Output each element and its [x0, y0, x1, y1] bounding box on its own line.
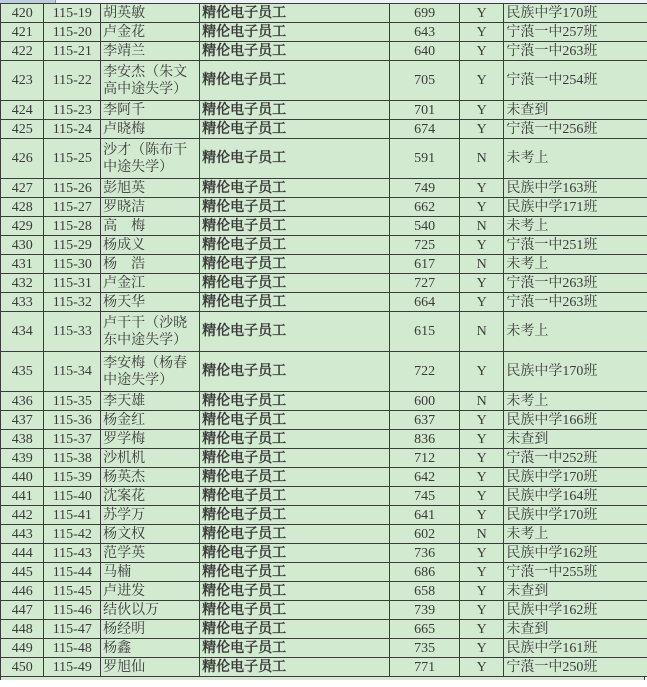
score-cell[interactable]: 836: [390, 430, 460, 449]
seq-cell[interactable]: 427: [1, 179, 44, 198]
flag-cell[interactable]: Y: [459, 468, 503, 487]
score-cell[interactable]: 602: [390, 525, 460, 544]
table-row: [1, 293, 647, 312]
score-cell[interactable]: 736: [390, 544, 460, 563]
table-row: [1, 468, 647, 487]
id-cell[interactable]: 115-41: [44, 506, 101, 525]
roster-table: [0, 3, 647, 677]
name-cell[interactable]: 彭旭英: [101, 179, 200, 198]
flag-cell[interactable]: Y: [459, 274, 503, 293]
school-cell[interactable]: 民族中学170班: [504, 4, 647, 23]
flag-cell[interactable]: Y: [459, 563, 503, 582]
seq-cell[interactable]: 435: [1, 352, 44, 392]
table-row: [1, 582, 647, 601]
id-cell[interactable]: 115-30: [44, 255, 101, 274]
school-cell[interactable]: 宁蒗一中251班: [504, 236, 647, 255]
score-cell[interactable]: 637: [390, 411, 460, 430]
score-cell[interactable]: 686: [390, 563, 460, 582]
school-cell[interactable]: 民族中学170班: [504, 506, 647, 525]
roster-table-body: [1, 4, 647, 677]
school-cell[interactable]: 民族中学164班: [504, 487, 647, 506]
table-row: [1, 23, 647, 42]
seq-cell[interactable]: 443: [1, 525, 44, 544]
school-cell[interactable]: 宁蒗一中263班: [504, 274, 647, 293]
id-cell[interactable]: 115-26: [44, 179, 101, 198]
name-cell[interactable]: 苏学万: [101, 506, 200, 525]
unit-cell[interactable]: 精伦电子员工: [200, 620, 390, 639]
unit-cell[interactable]: 精伦电子员工: [200, 101, 390, 120]
seq-cell[interactable]: 447: [1, 601, 44, 620]
score-cell[interactable]: 712: [390, 449, 460, 468]
id-cell[interactable]: 115-22: [44, 61, 101, 101]
unit-cell[interactable]: 精伦电子员工: [200, 42, 390, 61]
table-row: [1, 411, 647, 430]
unit-cell[interactable]: 精伦电子员工: [200, 506, 390, 525]
id-cell[interactable]: 115-20: [44, 23, 101, 42]
school-cell[interactable]: 宁蒗一中256班: [504, 120, 647, 139]
score-cell[interactable]: 642: [390, 468, 460, 487]
unit-cell[interactable]: 精伦电子员工: [200, 23, 390, 42]
table-row: [1, 4, 647, 23]
unit-cell[interactable]: 精伦电子员工: [200, 217, 390, 236]
unit-cell[interactable]: 精伦电子员工: [200, 449, 390, 468]
unit-cell[interactable]: 精伦电子员工: [200, 392, 390, 411]
table-row: [1, 101, 647, 120]
seq-cell[interactable]: 429: [1, 217, 44, 236]
flag-cell[interactable]: Y: [459, 430, 503, 449]
id-cell[interactable]: 115-38: [44, 449, 101, 468]
id-cell[interactable]: 115-31: [44, 274, 101, 293]
table-row: [1, 544, 647, 563]
flag-cell[interactable]: Y: [459, 620, 503, 639]
id-cell[interactable]: 115-49: [44, 658, 101, 677]
flag-cell[interactable]: Y: [459, 544, 503, 563]
name-cell[interactable]: 马楠: [101, 563, 200, 582]
unit-cell[interactable]: 精伦电子员工: [200, 312, 390, 352]
name-cell[interactable]: 卢金江: [101, 274, 200, 293]
flag-cell[interactable]: Y: [459, 411, 503, 430]
unit-cell[interactable]: 精伦电子员工: [200, 293, 390, 312]
seq-cell[interactable]: 433: [1, 293, 44, 312]
unit-cell[interactable]: 精伦电子员工: [200, 468, 390, 487]
table-row: [1, 506, 647, 525]
id-cell[interactable]: 115-43: [44, 544, 101, 563]
id-cell[interactable]: 115-23: [44, 101, 101, 120]
score-cell[interactable]: 725: [390, 236, 460, 255]
school-cell[interactable]: 未考上: [504, 525, 647, 544]
flag-cell[interactable]: N: [459, 312, 503, 352]
school-cell[interactable]: 未考上: [504, 312, 647, 352]
previous-row-sliver: [0, 0, 647, 3]
seq-cell[interactable]: 431: [1, 255, 44, 274]
unit-cell[interactable]: 精伦电子员工: [200, 179, 390, 198]
score-cell[interactable]: 665: [390, 620, 460, 639]
seq-cell[interactable]: 424: [1, 101, 44, 120]
table-row: [1, 236, 647, 255]
school-cell[interactable]: 未考上: [504, 392, 647, 411]
name-cell[interactable]: 高 梅: [101, 217, 200, 236]
seq-cell[interactable]: 446: [1, 582, 44, 601]
name-cell[interactable]: 杨英杰: [101, 468, 200, 487]
seq-cell[interactable]: 441: [1, 487, 44, 506]
school-cell[interactable]: 民族中学163班: [504, 179, 647, 198]
score-cell[interactable]: 591: [390, 139, 460, 179]
seq-cell[interactable]: 450: [1, 658, 44, 677]
name-cell[interactable]: 沙才（陈布干中途失学）: [101, 139, 200, 179]
id-cell[interactable]: 115-35: [44, 392, 101, 411]
previous-row-sliver-right: [56, 0, 647, 3]
flag-cell[interactable]: Y: [459, 601, 503, 620]
name-cell[interactable]: 罗晓洁: [101, 198, 200, 217]
flag-cell[interactable]: N: [459, 392, 503, 411]
school-cell[interactable]: 未考上: [504, 217, 647, 236]
unit-cell[interactable]: 精伦电子员工: [200, 563, 390, 582]
seq-cell[interactable]: 449: [1, 639, 44, 658]
id-cell[interactable]: 115-48: [44, 639, 101, 658]
flag-cell[interactable]: N: [459, 525, 503, 544]
score-cell[interactable]: 641: [390, 506, 460, 525]
id-cell[interactable]: 115-34: [44, 352, 101, 392]
flag-cell[interactable]: Y: [459, 293, 503, 312]
unit-cell[interactable]: 精伦电子员工: [200, 139, 390, 179]
name-cell[interactable]: 卢金花: [101, 23, 200, 42]
unit-cell[interactable]: 精伦电子员工: [200, 61, 390, 101]
score-cell[interactable]: 739: [390, 601, 460, 620]
school-cell[interactable]: 宁蒗一中252班: [504, 449, 647, 468]
id-cell[interactable]: 115-36: [44, 411, 101, 430]
unit-cell[interactable]: 精伦电子员工: [200, 352, 390, 392]
table-row: [1, 179, 647, 198]
seq-cell[interactable]: 437: [1, 411, 44, 430]
flag-cell[interactable]: Y: [459, 120, 503, 139]
table-row: [1, 525, 647, 544]
table-row: [1, 274, 647, 293]
flag-cell[interactable]: Y: [459, 23, 503, 42]
table-row: [1, 430, 647, 449]
school-cell[interactable]: 民族中学171班: [504, 198, 647, 217]
seq-cell[interactable]: 423: [1, 61, 44, 101]
seq-cell[interactable]: 440: [1, 468, 44, 487]
score-cell[interactable]: 699: [390, 4, 460, 23]
school-cell[interactable]: 宁蒗一中254班: [504, 61, 647, 101]
id-cell[interactable]: 115-29: [44, 236, 101, 255]
id-cell[interactable]: 115-19: [44, 4, 101, 23]
unit-cell[interactable]: 精伦电子员工: [200, 198, 390, 217]
id-cell[interactable]: 115-37: [44, 430, 101, 449]
seq-cell[interactable]: 445: [1, 563, 44, 582]
id-cell[interactable]: 115-44: [44, 563, 101, 582]
table-row: [1, 392, 647, 411]
unit-cell[interactable]: 精伦电子员工: [200, 274, 390, 293]
school-cell[interactable]: 民族中学161班: [504, 639, 647, 658]
table-row: [1, 217, 647, 236]
school-cell[interactable]: 未查到: [504, 101, 647, 120]
score-cell[interactable]: 617: [390, 255, 460, 274]
name-cell[interactable]: 杨金红: [101, 411, 200, 430]
id-cell[interactable]: 115-27: [44, 198, 101, 217]
flag-cell[interactable]: Y: [459, 198, 503, 217]
score-cell[interactable]: 674: [390, 120, 460, 139]
score-cell[interactable]: 749: [390, 179, 460, 198]
score-cell[interactable]: 600: [390, 392, 460, 411]
unit-cell[interactable]: 精伦电子员工: [200, 582, 390, 601]
id-cell[interactable]: 115-39: [44, 468, 101, 487]
name-cell[interactable]: 李靖兰: [101, 42, 200, 61]
score-cell[interactable]: 705: [390, 61, 460, 101]
table-row: [1, 601, 647, 620]
name-cell[interactable]: 杨成义: [101, 236, 200, 255]
score-cell[interactable]: 735: [390, 639, 460, 658]
table-row: [1, 312, 647, 352]
flag-cell[interactable]: Y: [459, 487, 503, 506]
flag-cell[interactable]: N: [459, 217, 503, 236]
seq-cell[interactable]: 439: [1, 449, 44, 468]
name-cell[interactable]: 卢进发: [101, 582, 200, 601]
seq-cell[interactable]: 436: [1, 392, 44, 411]
name-cell[interactable]: 杨鑫: [101, 639, 200, 658]
score-cell[interactable]: 540: [390, 217, 460, 236]
unit-cell[interactable]: 精伦电子员工: [200, 525, 390, 544]
unit-cell[interactable]: 精伦电子员工: [200, 601, 390, 620]
flag-cell[interactable]: Y: [459, 101, 503, 120]
score-cell[interactable]: 745: [390, 487, 460, 506]
name-cell[interactable]: 杨天华: [101, 293, 200, 312]
seq-cell[interactable]: 438: [1, 430, 44, 449]
name-cell[interactable]: 范学英: [101, 544, 200, 563]
school-cell[interactable]: 未考上: [504, 139, 647, 179]
table-row: [1, 255, 647, 274]
seq-cell[interactable]: 421: [1, 23, 44, 42]
school-cell[interactable]: 民族中学162班: [504, 544, 647, 563]
flag-cell[interactable]: Y: [459, 449, 503, 468]
table-row: [1, 658, 647, 677]
score-cell[interactable]: 701: [390, 101, 460, 120]
id-cell[interactable]: 115-46: [44, 601, 101, 620]
score-cell[interactable]: 615: [390, 312, 460, 352]
name-cell[interactable]: 杨文权: [101, 525, 200, 544]
unit-cell[interactable]: 精伦电子员工: [200, 120, 390, 139]
next-row-sliver: [0, 677, 645, 680]
id-cell[interactable]: 115-47: [44, 620, 101, 639]
name-cell[interactable]: 卢晓梅: [101, 120, 200, 139]
unit-cell[interactable]: 精伦电子员工: [200, 487, 390, 506]
unit-cell[interactable]: 精伦电子员工: [200, 236, 390, 255]
seq-cell[interactable]: 444: [1, 544, 44, 563]
name-cell[interactable]: 沙机机: [101, 449, 200, 468]
flag-cell[interactable]: Y: [459, 4, 503, 23]
score-cell[interactable]: 664: [390, 293, 460, 312]
seq-cell[interactable]: 428: [1, 198, 44, 217]
seq-cell[interactable]: 430: [1, 236, 44, 255]
flag-cell[interactable]: Y: [459, 179, 503, 198]
unit-cell[interactable]: 精伦电子员工: [200, 430, 390, 449]
school-cell[interactable]: 民族中学170班: [504, 468, 647, 487]
flag-cell[interactable]: N: [459, 139, 503, 179]
score-cell[interactable]: 640: [390, 42, 460, 61]
table-row: [1, 563, 647, 582]
name-cell[interactable]: 李安杰（朱文高中途失学）: [101, 61, 200, 101]
school-cell[interactable]: 未查到: [504, 582, 647, 601]
school-cell[interactable]: 未查到: [504, 430, 647, 449]
table-row: [1, 139, 647, 179]
score-cell[interactable]: 727: [390, 274, 460, 293]
flag-cell[interactable]: Y: [459, 61, 503, 101]
score-cell[interactable]: 722: [390, 352, 460, 392]
unit-cell[interactable]: 精伦电子员工: [200, 4, 390, 23]
unit-cell[interactable]: 精伦电子员工: [200, 658, 390, 677]
table-row: [1, 352, 647, 392]
name-cell[interactable]: 李安梅（杨春中途失学）: [101, 352, 200, 392]
school-cell[interactable]: 未查到: [504, 620, 647, 639]
name-cell[interactable]: 杨 浩: [101, 255, 200, 274]
table-row: [1, 639, 647, 658]
seq-cell[interactable]: 434: [1, 312, 44, 352]
id-cell[interactable]: 115-40: [44, 487, 101, 506]
name-cell[interactable]: 李阿千: [101, 101, 200, 120]
flag-cell[interactable]: Y: [459, 506, 503, 525]
table-row: [1, 120, 647, 139]
school-cell[interactable]: 民族中学166班: [504, 411, 647, 430]
table-row: [1, 449, 647, 468]
score-cell[interactable]: 771: [390, 658, 460, 677]
unit-cell[interactable]: 精伦电子员工: [200, 411, 390, 430]
table-row: [1, 620, 647, 639]
table-row: [1, 487, 647, 506]
id-cell[interactable]: 115-33: [44, 312, 101, 352]
school-cell[interactable]: 未考上: [504, 255, 647, 274]
flag-cell[interactable]: Y: [459, 639, 503, 658]
id-cell[interactable]: 115-42: [44, 525, 101, 544]
unit-cell[interactable]: 精伦电子员工: [200, 255, 390, 274]
flag-cell[interactable]: Y: [459, 42, 503, 61]
name-cell[interactable]: 结伙以万: [101, 601, 200, 620]
school-cell[interactable]: 宁蒗一中257班: [504, 23, 647, 42]
id-cell[interactable]: 115-24: [44, 120, 101, 139]
table-row: [1, 42, 647, 61]
table-row: [1, 198, 647, 217]
school-cell[interactable]: 宁蒗一中263班: [504, 293, 647, 312]
name-cell[interactable]: 罗学梅: [101, 430, 200, 449]
school-cell[interactable]: 民族中学162班: [504, 601, 647, 620]
school-cell[interactable]: 民族中学170班: [504, 352, 647, 392]
seq-cell[interactable]: 426: [1, 139, 44, 179]
score-cell[interactable]: 662: [390, 198, 460, 217]
seq-cell[interactable]: 448: [1, 620, 44, 639]
school-cell[interactable]: 宁蒗一中250班: [504, 658, 647, 677]
seq-cell[interactable]: 442: [1, 506, 44, 525]
school-cell[interactable]: 宁蒗一中255班: [504, 563, 647, 582]
seq-cell[interactable]: 425: [1, 120, 44, 139]
id-cell[interactable]: 115-32: [44, 293, 101, 312]
flag-cell[interactable]: N: [459, 255, 503, 274]
id-cell[interactable]: 115-28: [44, 217, 101, 236]
name-cell[interactable]: 卢干干（沙晓东中途失学）: [101, 312, 200, 352]
unit-cell[interactable]: 精伦电子员工: [200, 639, 390, 658]
flag-cell[interactable]: Y: [459, 658, 503, 677]
name-cell[interactable]: 李天雄: [101, 392, 200, 411]
seq-cell[interactable]: 420: [1, 4, 44, 23]
name-cell[interactable]: 杨经明: [101, 620, 200, 639]
name-cell[interactable]: 沈案花: [101, 487, 200, 506]
flag-cell[interactable]: Y: [459, 236, 503, 255]
name-cell[interactable]: 罗旭仙: [101, 658, 200, 677]
name-cell[interactable]: 胡英敏: [101, 4, 200, 23]
id-cell[interactable]: 115-45: [44, 582, 101, 601]
score-cell[interactable]: 643: [390, 23, 460, 42]
unit-cell[interactable]: 精伦电子员工: [200, 544, 390, 563]
seq-cell[interactable]: 432: [1, 274, 44, 293]
previous-row-sliver-left: [0, 0, 56, 3]
school-cell[interactable]: 宁蒗一中263班: [504, 42, 647, 61]
score-cell[interactable]: 658: [390, 582, 460, 601]
table-row: [1, 61, 647, 101]
seq-cell[interactable]: 422: [1, 42, 44, 61]
id-cell[interactable]: 115-25: [44, 139, 101, 179]
flag-cell[interactable]: Y: [459, 352, 503, 392]
id-cell[interactable]: 115-21: [44, 42, 101, 61]
flag-cell[interactable]: Y: [459, 582, 503, 601]
